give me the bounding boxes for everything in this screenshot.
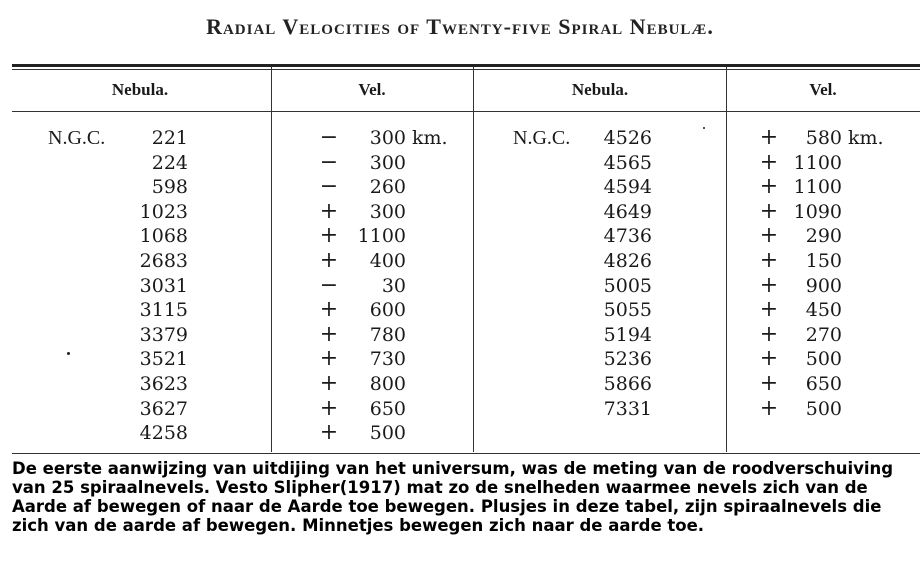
velocity-value: 1090: [793, 200, 842, 223]
velocity-value: 730: [369, 348, 406, 371]
table-title: Radial Velocities of Twenty-five Spiral Nebulæ.: [206, 14, 714, 39]
velocity-sign: +: [319, 321, 339, 347]
ngc-number: 4258: [139, 422, 188, 445]
velocity-value: 650: [805, 373, 842, 395]
velocity-unit: km.: [848, 127, 884, 149]
velocity-value: 780: [369, 323, 406, 346]
ngc-number: 4594: [603, 176, 652, 199]
top-rule-thin: [12, 69, 920, 70]
bottom-rule: [12, 453, 920, 454]
table-row: [0, 421, 920, 445]
velocity-sign: +: [759, 198, 779, 224]
ngc-number: 5055: [603, 299, 652, 322]
table-row: [0, 175, 920, 199]
ngc-number: 7331: [603, 397, 652, 420]
table-row: [0, 249, 920, 273]
velocity-sign: +: [759, 346, 779, 372]
velocity-value: 270: [805, 323, 842, 346]
caption: De eerste aanwijzing van uitdijing van het universum, was de meting van de roodverschuiving van 25 spiraalnevels. Vesto Slipher(1917) mat zo de snelheden waarmee nevels zich van de Aarde af bewegen of naar de Aarde toe bewegen. Plusjes in deze tabel, zijn spiraalnevels die zich van de aarde af bewegen. Minnetjes bewegen zich naar de aarde toe.: [12, 459, 894, 535]
speck: [67, 352, 70, 355]
velocity-sign: +: [319, 297, 339, 323]
velocity-sign: +: [759, 371, 779, 396]
ngc-number: 224: [151, 151, 188, 174]
top-rule: [12, 64, 920, 67]
ngc-number: 1023: [139, 200, 188, 223]
ngc-number: 4826: [603, 250, 652, 272]
velocity-value: 500: [805, 397, 842, 420]
ngc-number: 3623: [139, 373, 188, 395]
ngc-number: 5005: [603, 274, 652, 297]
velocity-value: 300: [369, 151, 406, 174]
header-nebula-left: Nebula.: [111, 80, 169, 99]
velocity-value: 290: [805, 225, 842, 248]
table-row: [0, 200, 920, 224]
velocity-sign: +: [319, 371, 339, 396]
ngc-number: 4649: [603, 200, 652, 223]
velocity-value: 500: [805, 348, 842, 371]
table-row: [0, 323, 920, 347]
velocity-sign: +: [759, 125, 779, 150]
velocity-sign: +: [319, 248, 339, 273]
ngc-prefix: N.G.C.: [48, 127, 106, 149]
velocity-sign: −: [319, 272, 339, 298]
ngc-number: 3379: [139, 323, 188, 346]
table-row: [0, 372, 920, 396]
velocity-sign: −: [319, 149, 339, 175]
velocity-value: 1100: [793, 151, 842, 174]
table-row: [0, 397, 920, 421]
ngc-number: 221: [151, 127, 188, 149]
ngc-number: 598: [151, 176, 188, 199]
velocity-sign: −: [319, 125, 339, 150]
table-row: [0, 347, 920, 371]
velocity-sign: +: [759, 395, 779, 421]
velocity-sign: −: [319, 174, 339, 200]
ngc-number: 1068: [139, 225, 188, 248]
table-row: [0, 151, 920, 175]
velocity-value: 30: [381, 274, 406, 297]
velocity-value: 600: [369, 299, 406, 322]
ngc-number: 5866: [603, 373, 652, 395]
ngc-number: 4565: [603, 151, 652, 174]
ngc-number: 3115: [139, 299, 188, 322]
velocity-sign: +: [759, 223, 779, 249]
velocity-sign: +: [759, 149, 779, 175]
velocity-value: 260: [369, 176, 406, 199]
ngc-number: 4526: [603, 127, 652, 149]
velocity-sign: +: [759, 272, 779, 298]
velocity-value: 800: [369, 373, 406, 395]
table-row: [0, 126, 920, 150]
velocity-unit: km.: [412, 127, 448, 149]
velocity-sign: +: [319, 395, 339, 421]
velocity-value: 300: [369, 127, 406, 149]
header-nebula-right: Nebula.: [571, 80, 629, 99]
velocity-value: 1100: [793, 176, 842, 199]
velocity-sign: +: [759, 248, 779, 273]
ngc-number: 3627: [139, 397, 188, 420]
ngc-number: 5236: [603, 348, 652, 371]
header-vel-left: Vel.: [358, 80, 386, 99]
ngc-number: 3521: [139, 348, 188, 371]
velocity-value: 400: [369, 250, 406, 272]
table-row: [0, 298, 920, 322]
velocity-value: 150: [805, 250, 842, 272]
velocity-sign: +: [759, 297, 779, 323]
header-rule: [12, 111, 920, 112]
velocity-sign: +: [319, 198, 339, 224]
ngc-number: 3031: [139, 274, 188, 297]
velocity-sign: +: [759, 321, 779, 347]
ngc-prefix: N.G.C.: [513, 127, 571, 149]
velocity-value: 650: [369, 397, 406, 420]
table-row: [0, 224, 920, 248]
velocity-sign: +: [319, 346, 339, 372]
velocity-value: 500: [369, 422, 406, 445]
header-vel-right: Vel.: [809, 80, 837, 99]
ngc-number: 2683: [139, 250, 188, 272]
velocity-sign: +: [759, 174, 779, 200]
velocity-sign: +: [319, 223, 339, 249]
velocity-value: 450: [805, 299, 842, 322]
ngc-number: 5194: [603, 323, 652, 346]
table-row: [0, 274, 920, 298]
velocity-value: 900: [805, 274, 842, 297]
speck: [703, 127, 705, 129]
velocity-value: 1100: [357, 225, 406, 248]
velocity-sign: +: [319, 420, 339, 446]
velocity-value: 580: [805, 127, 842, 149]
velocity-value: 300: [369, 200, 406, 223]
ngc-number: 4736: [603, 225, 652, 248]
